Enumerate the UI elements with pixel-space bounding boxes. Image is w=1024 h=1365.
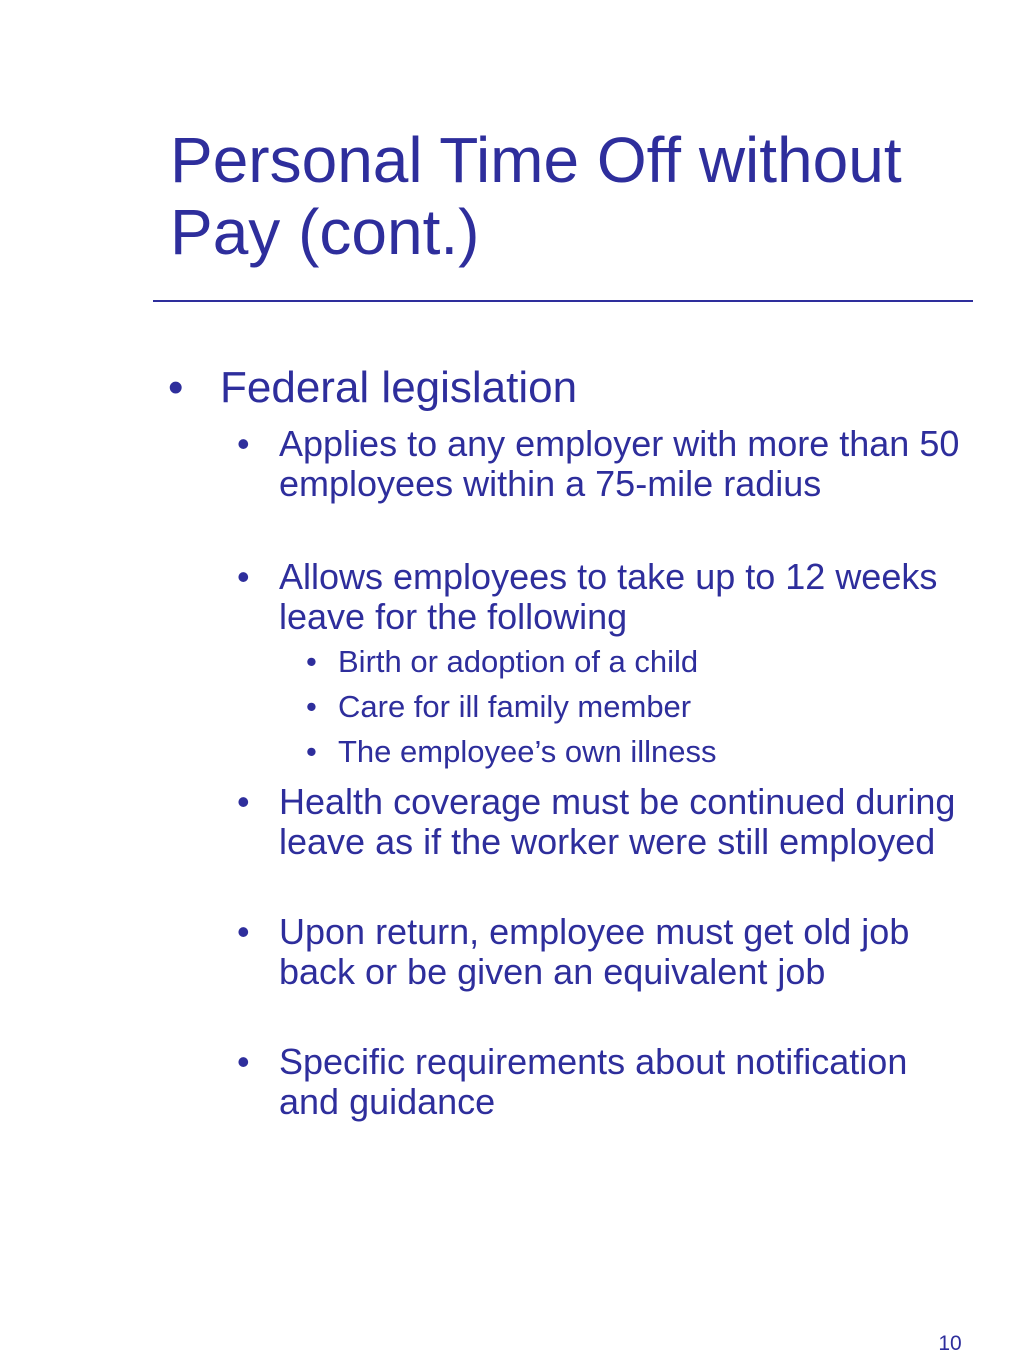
bullet-level2-employer-coverage — [237, 423, 969, 504]
bullet-level3-family-care — [306, 689, 968, 725]
bullet-icon: • — [168, 363, 184, 412]
bullet-text: Care for ill family member — [338, 689, 692, 724]
bullet-level2-notification — [237, 1041, 969, 1122]
bullet-level2-job-return — [237, 911, 969, 992]
bullet-text: The employee’s own illness — [338, 734, 717, 769]
bullet-icon: • — [237, 781, 250, 822]
title-divider — [153, 300, 973, 302]
bullet-level3-birth-adoption — [306, 644, 968, 680]
bullet-icon: • — [306, 644, 317, 679]
bullet-icon: • — [306, 689, 317, 724]
bullet-icon: • — [237, 1041, 250, 1082]
bullet-level2-health-coverage — [237, 781, 969, 862]
bullet-text: Applies to any employer with more than 50 employees within a 75-mile radius — [279, 423, 960, 504]
bullet-level2-leave-allowance — [237, 556, 969, 637]
bullet-text: Specific requirements about notification and guidance — [279, 1041, 908, 1122]
bullet-level1-federal-legislation — [168, 363, 980, 412]
bullet-text: Upon return, employee must get old job back or be given an equivalent job — [279, 911, 910, 992]
page-number: 10 — [938, 1332, 962, 1355]
bullet-text: Health coverage must be continued during leave as if the worker were still employed — [279, 781, 956, 862]
bullet-icon: • — [306, 734, 317, 769]
bullet-text: Birth or adoption of a child — [338, 644, 699, 679]
bullet-icon: • — [237, 423, 250, 464]
bullet-text: Allows employees to take up to 12 weeks leave for the following — [279, 556, 938, 637]
bullet-icon: • — [237, 911, 250, 952]
bullet-icon: • — [237, 556, 250, 597]
slide-title: Personal Time Off without Pay (cont.) — [170, 124, 902, 268]
bullet-level3-own-illness — [306, 734, 968, 770]
bullet-text: Federal legislation — [220, 363, 578, 412]
